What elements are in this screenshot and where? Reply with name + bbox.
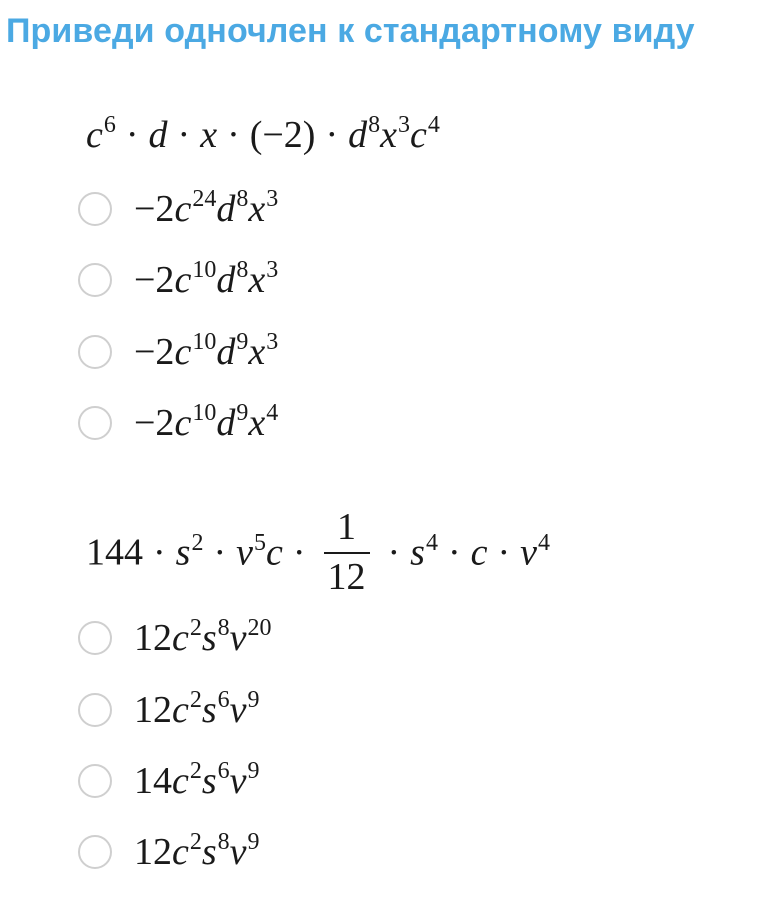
variable: x [248,331,266,373]
variable: d [216,402,236,444]
radio-button[interactable] [78,835,112,869]
answer-option[interactable] [78,830,260,874]
number: −2 [134,402,175,444]
variable: x [248,188,266,230]
radio-button[interactable] [78,621,112,655]
radio-button[interactable] [78,263,112,297]
exponent: 6 [103,112,116,138]
variable: c [172,617,189,659]
variable: s [201,689,217,731]
radio-button[interactable] [78,192,112,226]
answer-option-label [134,687,260,731]
exponent: 8 [368,112,381,138]
exponent: 9 [247,687,260,713]
exponent: 9 [247,758,260,784]
number: (−2) [249,114,316,156]
radio-button[interactable] [78,335,112,369]
answer-option[interactable] [78,330,278,374]
variable: d [216,331,236,373]
answer-option[interactable] [78,401,278,445]
answer-option-label [134,758,260,802]
multiply-dot: · [125,114,139,156]
multiply-dot: · [227,114,240,156]
variable: s [201,831,217,873]
exponent: 10 [192,329,217,355]
variable: x [248,259,266,301]
number: 12 [134,831,172,873]
answer-option[interactable] [78,187,278,231]
variable: c [174,259,192,301]
number: −2 [134,188,175,230]
variable: s [410,531,425,574]
variable: c [86,114,103,156]
exponent: 20 [247,615,272,641]
exponent: 9 [247,829,260,855]
multiply-dot: · [325,114,339,156]
exponent: 3 [266,329,279,355]
variable: d [348,114,368,156]
variable: x [200,114,218,156]
variable: d [216,188,236,230]
multiply-dot: · [153,531,166,574]
multiply-dot: · [213,531,227,574]
variable: c [410,114,427,156]
variable: s [201,760,217,802]
exponent: 2 [191,529,204,556]
answer-option-label [134,400,279,444]
variable: c [172,831,189,873]
exponent: 3 [266,186,279,212]
exponent: 6 [217,687,230,713]
exponent: 4 [425,529,438,556]
exponent: 24 [192,186,217,212]
variable: v [229,689,247,731]
variable: v [236,531,253,574]
multiply-dot: · [177,114,191,156]
exponent: 8 [217,829,230,855]
exponent: 8 [236,257,249,283]
variable: x [248,402,266,444]
exponent: 8 [217,615,230,641]
exponent: 4 [266,400,279,426]
exponent: 10 [192,400,217,426]
variable: v [520,531,538,574]
radio-button[interactable] [78,406,112,440]
answer-option[interactable] [78,759,260,803]
exponent: 3 [266,257,279,283]
exponent: 9 [236,400,249,426]
exponent: 9 [236,329,249,355]
answer-option-label [134,329,279,373]
variable: x [380,114,397,156]
exponent: 4 [538,529,551,556]
multiply-dot: · [387,531,401,574]
variable: c [174,188,192,230]
multiply-dot: · [292,531,306,574]
variable: c [172,760,189,802]
answer-option[interactable] [78,616,272,660]
answer-option-label [134,829,260,873]
exponent: 8 [236,186,249,212]
answer-option-label [134,615,272,659]
fraction-denominator: 12 [327,556,366,598]
number: 144 [86,531,143,574]
number: 12 [134,617,172,659]
variable: c [172,689,189,731]
exponent: 2 [189,615,202,641]
exponent: 2 [189,829,202,855]
variable: v [229,760,247,802]
variable: d [216,259,236,301]
number: −2 [134,259,175,301]
exponent: 5 [253,529,266,556]
question-expression [86,112,440,156]
number: −2 [134,331,175,373]
radio-button[interactable] [78,764,112,798]
answer-option-label [134,257,279,301]
answer-option[interactable] [78,258,278,302]
variable: v [229,831,247,873]
variable: c [470,531,488,574]
multiply-dot: · [497,531,511,574]
variable: c [174,402,192,444]
variable: d [148,114,168,156]
exponent: 10 [192,257,217,283]
number: 14 [134,760,172,802]
variable: c [174,331,192,373]
fraction-bar [324,552,370,554]
exponent: 6 [217,758,230,784]
exponent: 4 [427,112,440,138]
exponent: 3 [398,112,410,138]
fraction-numerator: 1 [337,506,357,548]
number: 12 [134,689,172,731]
question-expression [86,506,551,600]
radio-button[interactable] [78,693,112,727]
page-title: Приведи одночлен к стандартному виду [6,12,695,50]
fraction [324,508,370,596]
variable: v [229,617,247,659]
variable: s [201,617,217,659]
variable: c [265,531,283,574]
variable: s [175,531,191,574]
answer-option[interactable] [78,688,260,732]
exponent: 2 [189,758,202,784]
multiply-dot: · [447,531,461,574]
answer-option-label [134,186,279,230]
exponent: 2 [189,687,202,713]
